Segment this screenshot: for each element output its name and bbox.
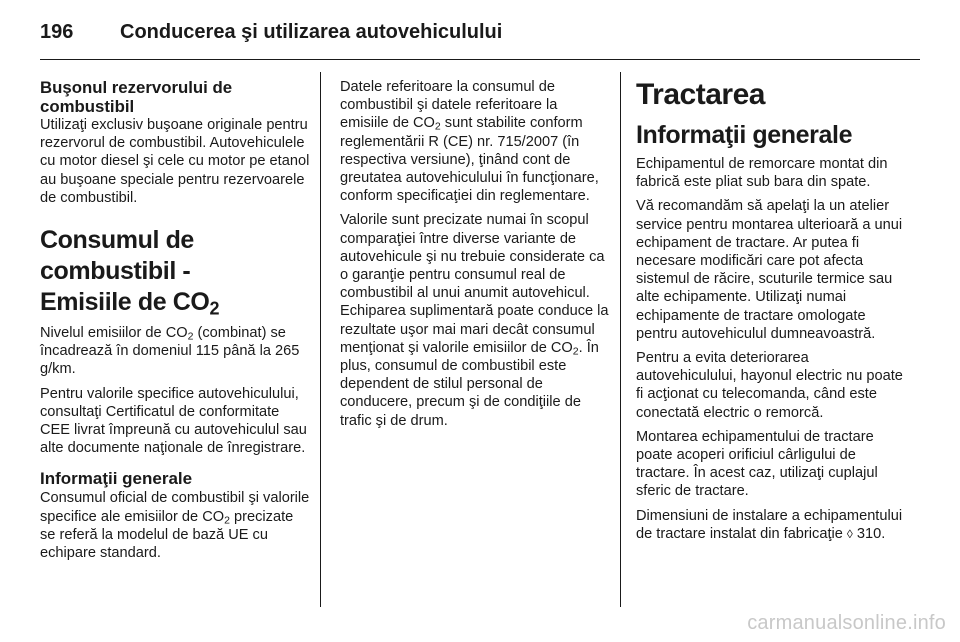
emission-p1-part-a: Nivelul emisiilor de CO bbox=[40, 325, 188, 342]
comparison-part-a: Valorile sunt precizate numai în scopul comparaţiei între diverse variante de autovehicule şi nu trebuie considerate ca o garanţie pentru consumul real de combustibil al unui anumit autovehicul. Echiparea suplimentară poate conduce la rezultate uşor mai mari decât consumul menţionat şi valorile emisiilor de CO bbox=[340, 212, 609, 356]
fuel-cap-heading bbox=[40, 78, 312, 116]
regulation-part-b: sunt stabilite conform reglementării R (CE) nr. 715/2007 (în respectiva versiune), ţinând cont de greutatea autovehiculului în funcţionare, conform specificaţiei din reglementare. bbox=[340, 115, 599, 205]
column-3 bbox=[636, 78, 906, 549]
emission-paragraph-1 bbox=[40, 324, 312, 379]
fuel-cap-heading-line1: Buşonul rezervorului de bbox=[40, 78, 233, 97]
towing-paragraph-2: Vă recomandăm să apelaţi la un atelier service pentru montarea ulterioară a unui echipament de tractare. Ar putea fi necesare modificări care pot afecta sistemul de răcire, scuturile termice sau alte echipamente. Utilizaţi numai echipamente de tractare omologate pentru autovehiculul dumneavoastră. bbox=[636, 198, 903, 342]
emission-p1-part-b: (combinat) se încadrează în domeniul 115 până la 265 g/km. bbox=[40, 325, 300, 378]
co2-subscript: 2 bbox=[187, 330, 194, 343]
co2-subscript: 2 bbox=[434, 121, 441, 134]
emission-paragraph-2: Pentru valorile specifice autovehiculului, consultaţi Certificatul de conformitate CEE livrat împreună cu autovehiculul sau alte documente naţionale de înregistrare. bbox=[40, 385, 307, 457]
towing-paragraph-1: Echipamentul de remorcare montat din fabrică este pliat sub bara din spate. bbox=[636, 156, 888, 191]
towing-p5-part-a: Dimensiuni de instalare a echipamentului de tractare instalat din fabricaţie bbox=[636, 507, 903, 542]
regulation-part-a: Datele referitoare la consumul de combustibil şi datele referitoare la emisiile de CO bbox=[340, 79, 558, 132]
co2-subscript: 2 bbox=[224, 514, 230, 527]
consumption-heading-line1: Consumul de combustibil - bbox=[40, 226, 194, 286]
column-2 bbox=[340, 78, 610, 436]
co2-subscript: 2 bbox=[209, 298, 220, 319]
page-header bbox=[40, 14, 920, 50]
page-reference-number[interactable]: 310. bbox=[852, 525, 886, 542]
regulation-paragraph bbox=[340, 78, 610, 205]
consumption-heading bbox=[40, 225, 312, 318]
fuel-cap-heading-line2: combustibil bbox=[40, 97, 135, 116]
towing-heading: Tractarea bbox=[636, 78, 765, 111]
general-info-paragraph bbox=[40, 489, 312, 562]
column-divider-1 bbox=[320, 72, 321, 607]
towing-general-heading: Informaţii generale bbox=[636, 121, 853, 149]
general-info-part-a: Consumul oficial de combustibil şi valorile specifice ale emisiilor de CO bbox=[40, 490, 310, 525]
general-info-heading: Informaţii generale bbox=[40, 469, 193, 489]
page-number: 196 bbox=[40, 21, 74, 43]
fuel-cap-text: Utilizaţi exclusiv buşoane originale pentru rezervorul de combustibil. Autovehiculele cu motor diesel şi cele cu motor pe etanol au buşoane speciale pentru rezervoarele de combustibil. bbox=[40, 117, 310, 206]
general-info-part-b: precizate se referă la modelul de bază UE cu echipare standard. bbox=[40, 508, 294, 562]
co2-subscript: 2 bbox=[572, 345, 579, 358]
towing-paragraph-5 bbox=[636, 507, 906, 543]
header-rule bbox=[40, 59, 920, 60]
consumption-heading-line2: Emisiile de CO bbox=[40, 288, 210, 317]
page-title: Conducerea şi utilizarea autovehiculului bbox=[120, 21, 503, 43]
column-divider-2 bbox=[620, 72, 621, 607]
page-reference-icon[interactable]: ◊ bbox=[846, 526, 853, 541]
comparison-paragraph bbox=[340, 211, 610, 429]
towing-paragraph-4: Montarea echipamentului de tractare poate acoperi orificiul cârligului de tractare. În acest caz, utilizaţi cuplajul sferic de tractare. bbox=[636, 428, 878, 500]
column-1 bbox=[40, 78, 312, 568]
watermark: carmanualsonline.info bbox=[747, 612, 946, 634]
towing-paragraph-3: Pentru a evita deteriorarea autovehiculului, hayonul electric nu poate fi acţionat cu telecomanda, când este conectată electric o remorcă. bbox=[636, 350, 903, 421]
comparison-part-b: . În plus, consumul de combustibil este dependent de stilul personal de conducere, precum şi de condiţiile de trafic şi de drum. bbox=[340, 339, 599, 429]
